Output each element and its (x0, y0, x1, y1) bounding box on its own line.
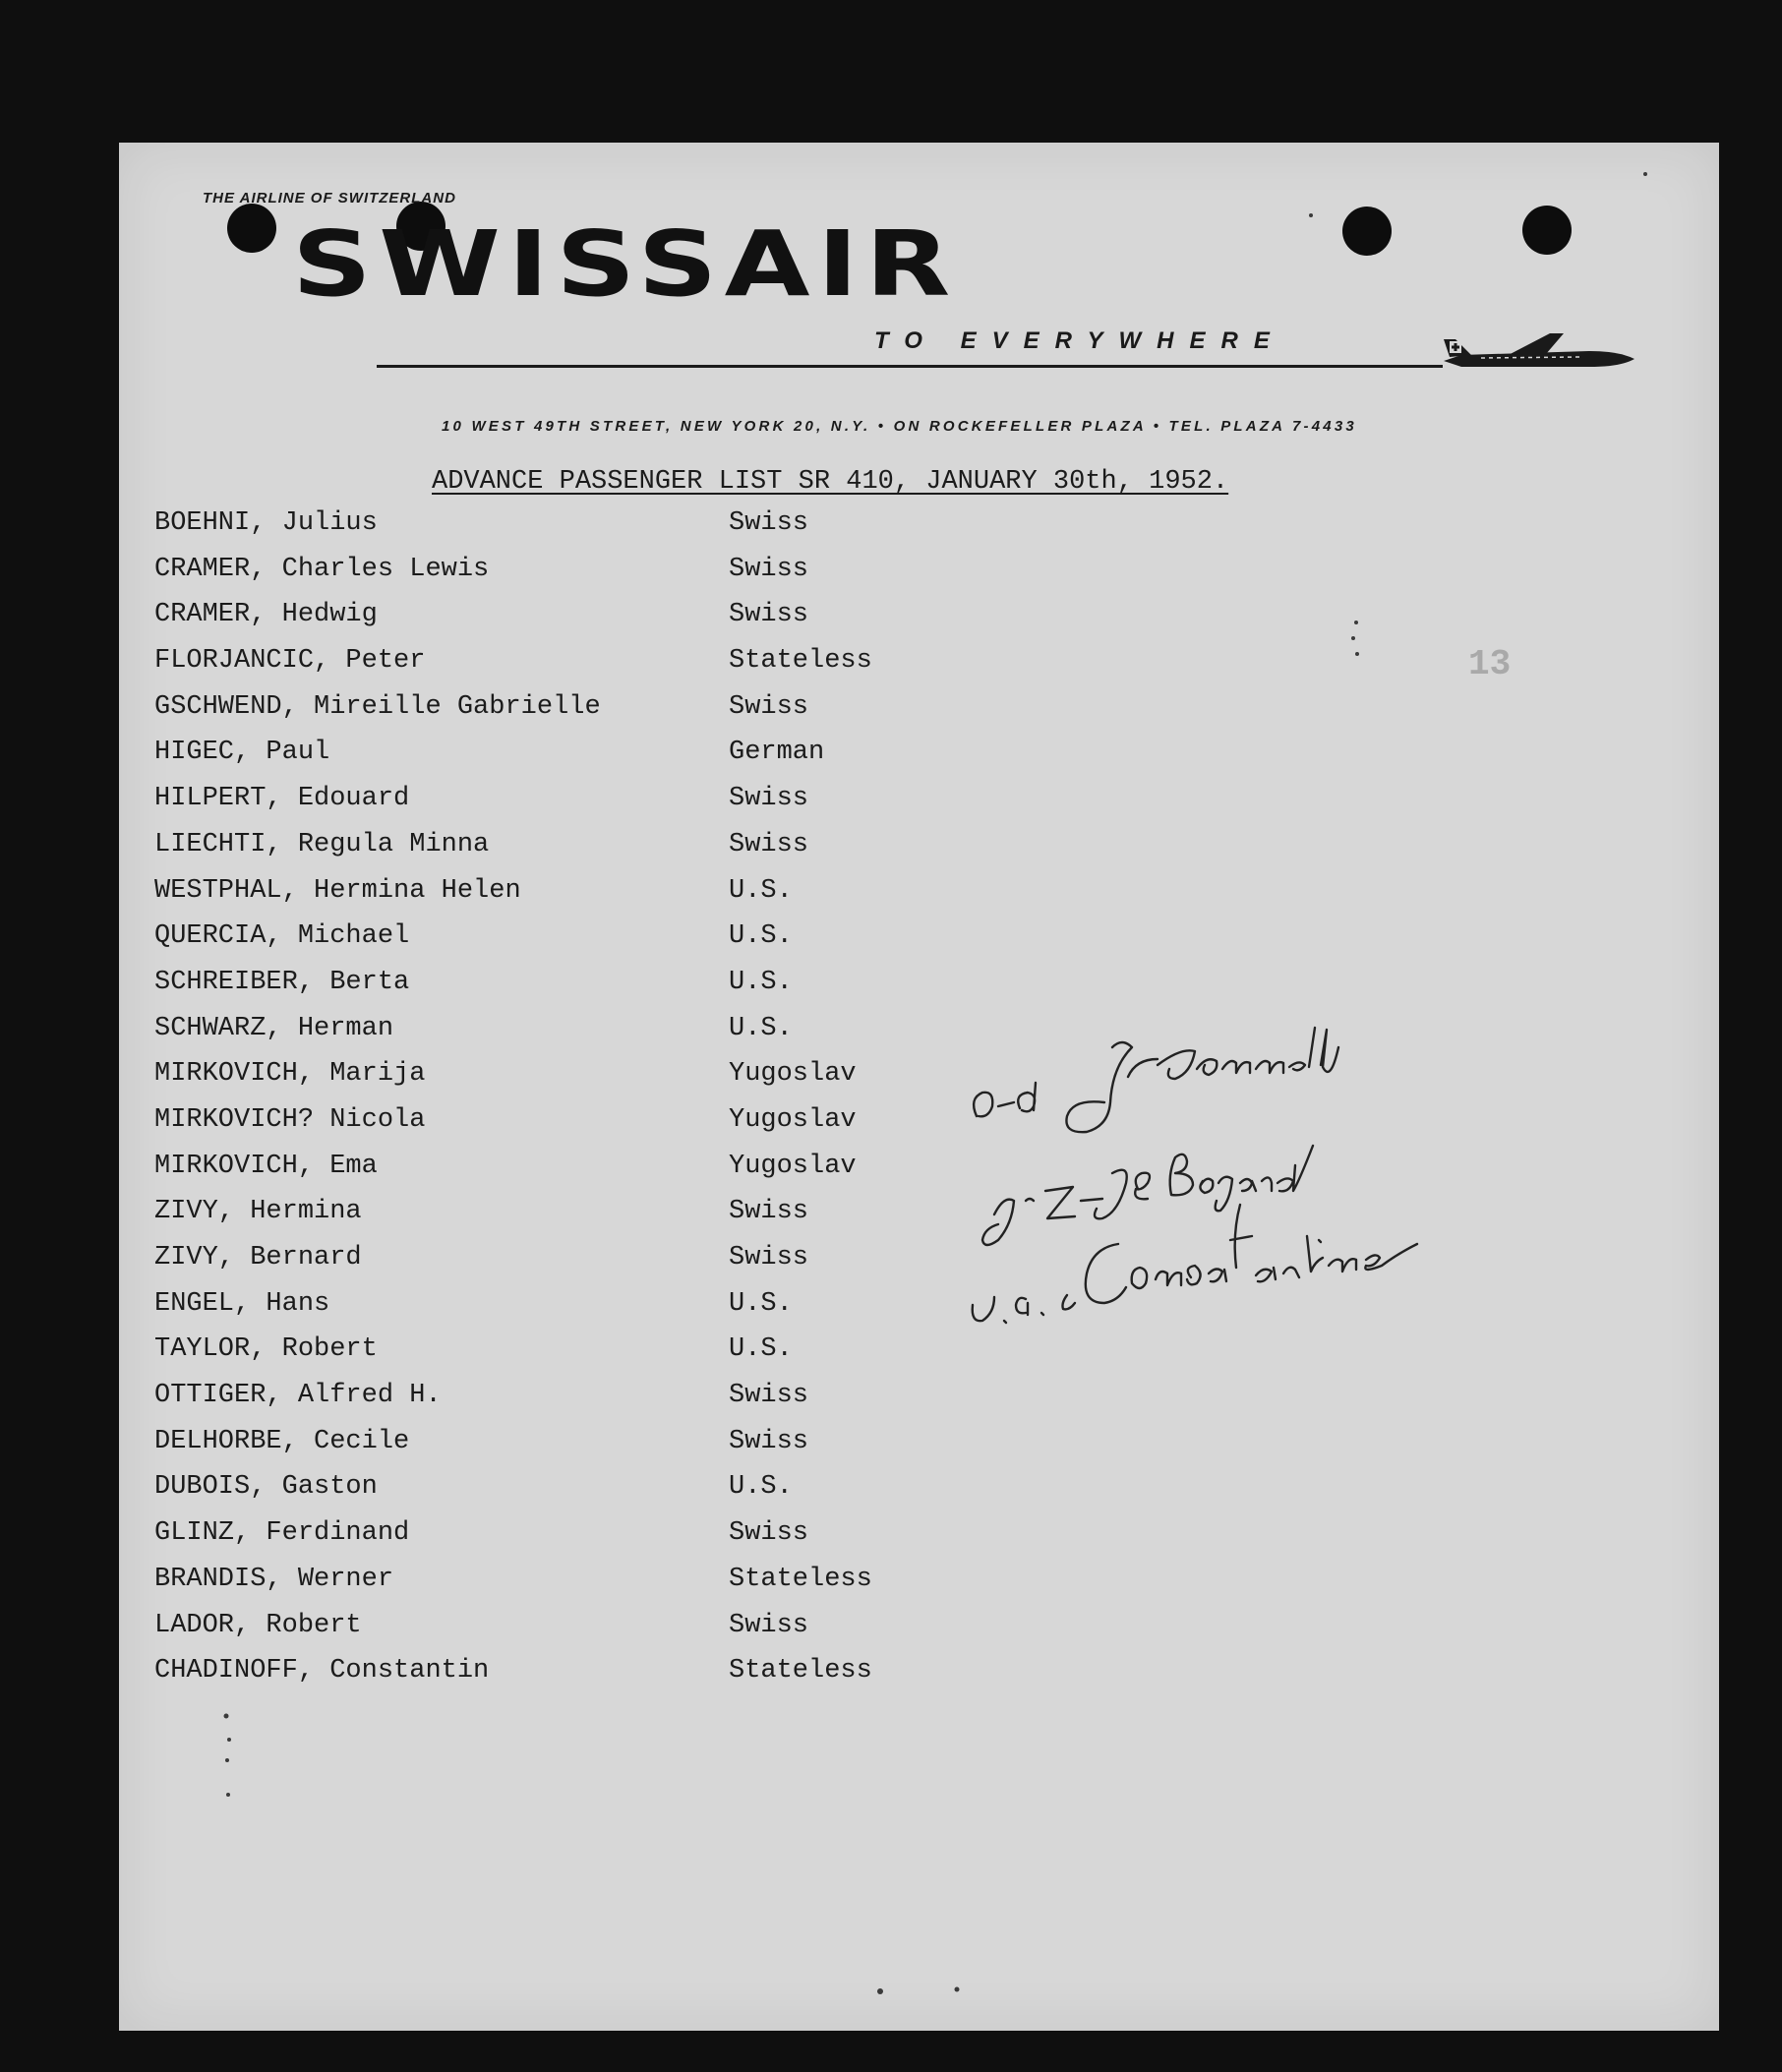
passenger-nationality: Swiss (729, 554, 809, 584)
passenger-name: QUERCIA, Michael (154, 921, 410, 952)
passenger-nationality: Swiss (729, 829, 809, 859)
passenger-nationality: Stateless (729, 1656, 872, 1687)
passenger-name: CRAMER, Charles Lewis (154, 554, 490, 584)
punch-hole (227, 204, 276, 253)
handwritten-signatures (965, 1008, 1515, 1382)
passenger-row (154, 876, 1040, 922)
passenger-nationality: Swiss (729, 1381, 809, 1411)
passenger-nationality: Stateless (729, 1564, 872, 1594)
passenger-row (154, 1152, 1040, 1198)
passenger-name: SCHREIBER, Berta (154, 967, 410, 997)
passenger-name: ENGEL, Hans (154, 1288, 330, 1319)
passenger-nationality: Swiss (729, 1518, 809, 1549)
passenger-row (154, 1197, 1040, 1243)
passenger-name: SCHWARZ, Herman (154, 1013, 394, 1043)
passenger-name: HILPERT, Edouard (154, 784, 410, 814)
passenger-nationality: Swiss (729, 1426, 809, 1456)
document-title: ADVANCE PASSENGER LIST SR 410, JANUARY 30th, 1952. (432, 467, 1229, 497)
passenger-nationality: U.S. (729, 1472, 793, 1503)
passenger-list (154, 508, 1040, 1702)
document-sheet (119, 143, 1719, 2031)
passenger-name: FLORJANCIC, Peter (154, 646, 426, 677)
passenger-nationality: Swiss (729, 784, 809, 814)
passenger-name: GLINZ, Ferdinand (154, 1518, 410, 1549)
punch-hole (1342, 207, 1392, 256)
passenger-nationality: Swiss (729, 508, 809, 538)
passenger-nationality: U.S. (729, 921, 793, 952)
letterhead-slogan: TO EVERYWHERE (874, 327, 1285, 354)
passenger-nationality: U.S. (729, 1013, 793, 1043)
passenger-row (154, 1472, 1040, 1518)
passenger-name: LIECHTI, Regula Minna (154, 829, 490, 859)
passenger-row (154, 784, 1040, 830)
passenger-name: HIGEC, Paul (154, 738, 330, 768)
passenger-row (154, 508, 1040, 555)
passenger-row (154, 1656, 1040, 1702)
passenger-row (154, 968, 1040, 1014)
passenger-row (154, 1565, 1040, 1611)
letterhead-address: 10 WEST 49TH STREET, NEW YORK 20, N.Y. • ON ROCKEFELLER PLAZA • TEL. PLAZA 7-4433 (442, 418, 1357, 435)
passenger-row (154, 1611, 1040, 1657)
passenger-row (154, 646, 1040, 692)
passenger-name: WESTPHAL, Hermina Helen (154, 875, 521, 906)
passenger-nationality: Yugoslav (729, 1104, 857, 1135)
passenger-nationality: Yugoslav (729, 1059, 857, 1090)
passenger-nationality: U.S. (729, 1288, 793, 1319)
punch-hole (1522, 206, 1572, 255)
passenger-row (154, 1059, 1040, 1105)
passenger-row (154, 1014, 1040, 1060)
page-number-stamp: 13 (1468, 644, 1512, 684)
passenger-nationality: German (729, 738, 825, 768)
passenger-nationality: Swiss (729, 1610, 809, 1640)
passenger-row (154, 692, 1040, 739)
passenger-nationality: U.S. (729, 875, 793, 906)
letterhead-tagline: THE AIRLINE OF SWITZERLAND (203, 190, 456, 207)
passenger-nationality: Swiss (729, 600, 809, 630)
passenger-name: MIRKOVICH, Marija (154, 1059, 426, 1090)
passenger-name: LADOR, Robert (154, 1610, 362, 1640)
passenger-nationality: U.S. (729, 967, 793, 997)
passenger-name: TAYLOR, Robert (154, 1334, 378, 1365)
passenger-row (154, 1289, 1040, 1335)
passenger-row (154, 1105, 1040, 1152)
passenger-row (154, 921, 1040, 968)
passenger-nationality: Swiss (729, 1197, 809, 1227)
passenger-name: CRAMER, Hedwig (154, 600, 378, 630)
passenger-nationality: Stateless (729, 646, 872, 677)
passenger-row (154, 1334, 1040, 1381)
passenger-name: DELHORBE, Cecile (154, 1426, 410, 1456)
passenger-row (154, 600, 1040, 646)
passenger-name: DUBOIS, Gaston (154, 1472, 378, 1503)
passenger-row (154, 830, 1040, 876)
passenger-row (154, 1518, 1040, 1565)
passenger-nationality: Swiss (729, 1243, 809, 1273)
passenger-name: BRANDIS, Werner (154, 1564, 394, 1594)
passenger-row (154, 1427, 1040, 1473)
passenger-nationality: Yugoslav (729, 1151, 857, 1181)
passenger-name: CHADINOFF, Constantin (154, 1656, 490, 1687)
passenger-row (154, 1381, 1040, 1427)
passenger-row (154, 1243, 1040, 1289)
passenger-row (154, 738, 1040, 784)
passenger-nationality: Swiss (729, 691, 809, 722)
letterhead-rule (377, 365, 1443, 368)
passenger-name: ZIVY, Hermina (154, 1197, 362, 1227)
passenger-row (154, 555, 1040, 601)
passenger-name: MIRKOVICH, Ema (154, 1151, 378, 1181)
passenger-name: MIRKOVICH? Nicola (154, 1104, 426, 1135)
passenger-nationality: U.S. (729, 1334, 793, 1365)
passenger-name: GSCHWEND, Mireille Gabrielle (154, 691, 601, 722)
passenger-name: BOEHNI, Julius (154, 508, 378, 538)
swissair-logo: SWISSAIR (292, 211, 958, 317)
airplane-icon (1442, 322, 1638, 381)
passenger-name: ZIVY, Bernard (154, 1243, 362, 1273)
passenger-name: OTTIGER, Alfred H. (154, 1381, 442, 1411)
